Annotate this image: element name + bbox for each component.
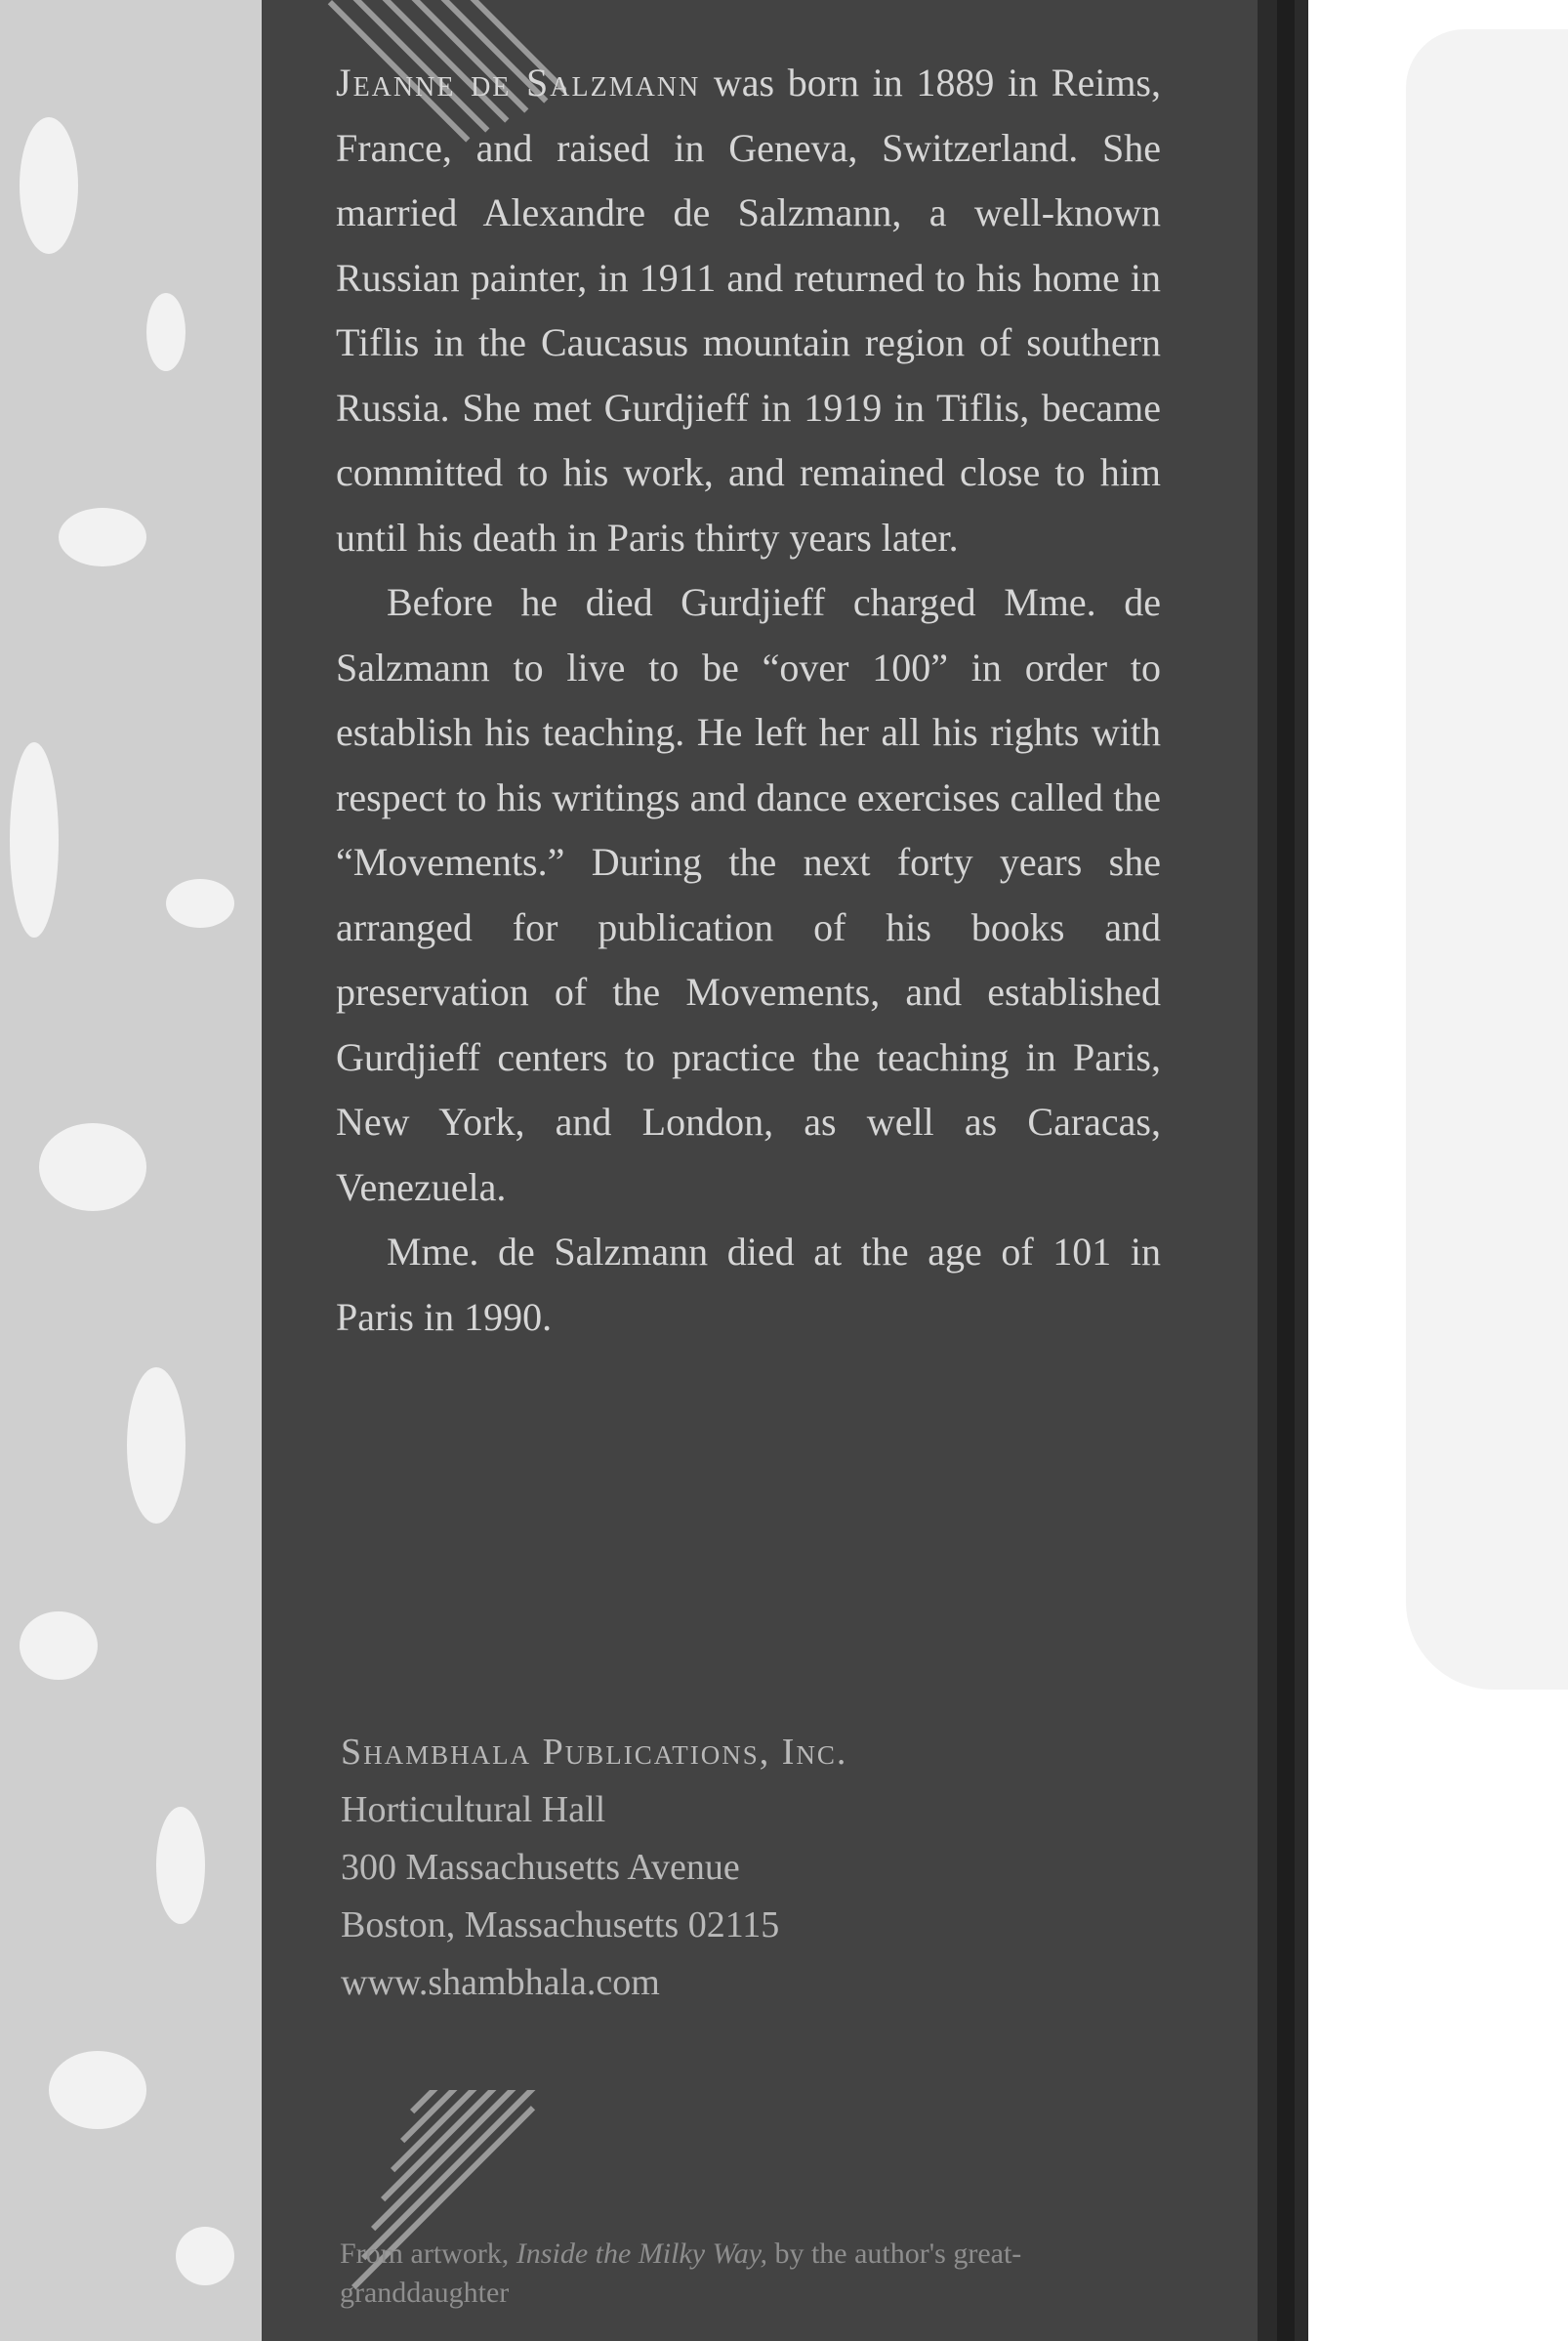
publisher-address-line-1: Horticultural Hall	[341, 1789, 606, 1830]
cover-art-credit	[340, 2235, 1179, 2313]
flap-edge-line	[1277, 0, 1295, 2341]
credit-suffix: by the author's great-granddaughter	[340, 2237, 1022, 2309]
publisher-address-block	[341, 1724, 847, 2012]
credit-prefix: From artwork,	[340, 2237, 516, 2270]
credit-artwork-title: Inside the Milky Way,	[516, 2237, 767, 2270]
publisher-website: www.shambhala.com	[341, 1962, 660, 2003]
bio-paragraph-3: Mme. de Salzmann died at the age of 101 in Paris in 1990.	[336, 1230, 1161, 1339]
publisher-address-line-2: 300 Massachusetts Avenue	[341, 1847, 740, 1888]
author-biography	[336, 51, 1161, 1350]
publisher-name: Shambhala Publications, Inc.	[341, 1732, 848, 1773]
bio-paragraph-1-text: was born in 1889 in Reims, France, and raised in Geneva, Switzerland. She married Alexandre de Salzmann, a well-known Russian painter, in 1911 and returned to his home in Tiflis in the Caucasus mountain region of southern Russia. She met Gurdjieff in 1919 in Tiflis, became committed to his work, and remained close to him until his death in Paris thirty years later.	[336, 61, 1161, 560]
bio-paragraph-1	[336, 51, 1161, 570]
left-background-strip	[0, 0, 262, 2341]
publisher-address-line-3: Boston, Massachusetts 02115	[341, 1904, 780, 1945]
right-background-blob	[1406, 29, 1568, 1690]
bio-paragraph-2: Before he died Gurdjieff charged Mme. de Salzmann to live to be “over 100” in order to establish his teaching. He left her all his rights with respect to his writings and dance exercises called the “Movements.” During the next forty years she arranged for publication of his books and preservation of the Movements, and established Gurdjieff centers to practice the teaching in Paris, New York, and London, as well as Caracas, Venezuela.	[336, 580, 1161, 1209]
author-name: Jeanne de Salzmann	[336, 61, 701, 105]
